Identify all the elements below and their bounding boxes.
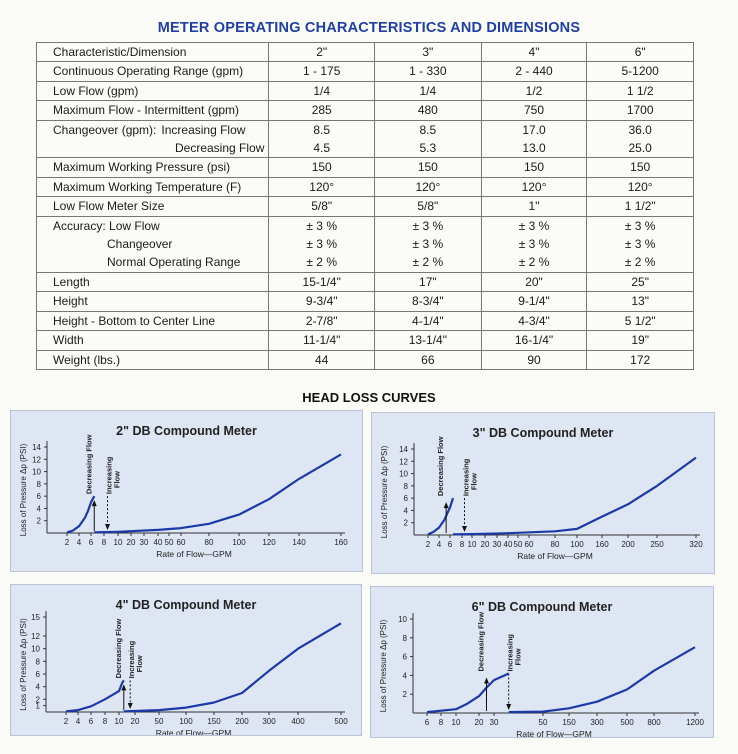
row-value: 1/2 [481, 81, 587, 100]
increasing-arrowhead [105, 524, 110, 530]
x-tick-label: 4 [75, 717, 81, 726]
row-value: 20" [481, 272, 587, 291]
table-row-accuracy [37, 253, 694, 272]
x-tick-label: 10 [114, 717, 124, 726]
row-label [37, 120, 269, 139]
y-tick-label: 10 [32, 467, 41, 477]
x-axis-label: Rate of Flow—GPM [517, 551, 593, 561]
series-line [94, 454, 341, 532]
row-label: Decreasing Flow [37, 139, 269, 158]
x-tick-label: 20 [130, 717, 140, 726]
row-label: Maximum Working Temperature (F) [37, 177, 269, 196]
row-value: ± 3 % [481, 235, 587, 253]
x-tick-label: 8 [459, 540, 465, 549]
row-value: 13.0 [481, 139, 587, 158]
row-value: 66 [375, 350, 482, 369]
row-value: 2 - 440 [481, 62, 587, 81]
row-value: 11-1/4" [269, 331, 375, 350]
x-tick-label: 30 [489, 718, 499, 727]
table-row [37, 350, 694, 369]
row-value: 150 [481, 158, 587, 177]
chart-3in [372, 413, 714, 573]
x-tick-label: 500 [334, 717, 348, 726]
y-tick-label: 10 [399, 469, 408, 479]
x-tick-label: 60 [524, 540, 534, 549]
table-header-row [37, 43, 694, 62]
row-value: ± 3 % [587, 235, 694, 253]
row-value: ± 2 % [481, 253, 587, 272]
row-value: 15-1/4" [269, 272, 375, 291]
header-size-cell: 4" [481, 43, 587, 62]
y-tick-label: 6 [402, 652, 407, 662]
y-tick-label: 4 [36, 504, 41, 514]
row-value: 120° [481, 177, 587, 196]
x-tick-label: 80 [550, 540, 560, 549]
table-row-accuracy [37, 216, 694, 235]
row-value: ± 3 % [587, 216, 694, 235]
increasing-flow-label-2: Flow [469, 473, 479, 491]
row-value: 13-1/4" [375, 331, 482, 350]
y-tick-label: 8 [36, 479, 41, 489]
row-value: 13" [587, 292, 694, 311]
row-value: 1/4 [375, 81, 482, 100]
y-tick-label: 2 [402, 690, 407, 700]
chart-4in [11, 585, 361, 735]
x-tick-label: 50 [154, 717, 164, 726]
x-tick-label: 100 [232, 538, 246, 547]
x-tick-label: 20 [126, 538, 136, 547]
x-tick-label: 6 [88, 717, 94, 726]
section-title: HEAD LOSS CURVES [302, 390, 436, 405]
x-tick-label: 2 [425, 540, 431, 549]
y-tick-label: 4 [403, 506, 408, 516]
row-value: 36.0 [587, 120, 694, 139]
chart-panel-3in [371, 412, 715, 574]
series-line [66, 680, 124, 711]
row-label: Width [37, 331, 269, 350]
increasing-flow-label: Increasing [104, 456, 114, 495]
x-tick-label: 4 [76, 538, 82, 547]
decreasing-arrowhead [444, 502, 449, 508]
increasing-arrowhead [462, 526, 467, 532]
row-value: 8.5 [375, 120, 482, 139]
decreasing-flow-label: Decreasing Flow [113, 618, 123, 679]
x-tick-label: 2 [64, 538, 70, 547]
chart-2in [11, 411, 362, 571]
row-label: Continuous Operating Range (gpm) [37, 62, 269, 81]
x-tick-label: 10 [113, 538, 123, 547]
chart-title: 3" DB Compound Meter [472, 426, 614, 440]
increasing-flow-label: Increasing [505, 634, 515, 672]
increasing-arrowhead [506, 704, 511, 710]
header-size-cell: 2" [269, 43, 375, 62]
header-size-cell: 6" [587, 43, 694, 62]
row-value: 17" [375, 272, 482, 291]
row-value: 4-3/4" [481, 311, 587, 330]
y-tick-label: 10 [398, 615, 407, 624]
row-value: ± 2 % [587, 253, 694, 272]
y-tick-label: 2 [36, 516, 41, 526]
y-axis-label: Loss of Pressure Δp (PSI) [380, 445, 389, 539]
y-tick-label: 6 [35, 670, 40, 679]
row-value: 9-3/4" [269, 292, 375, 311]
x-tick-label: 300 [262, 717, 276, 726]
row-value: 750 [481, 101, 587, 120]
row-value: 8-3/4" [375, 292, 482, 311]
table-row-accuracy [37, 235, 694, 253]
row-value: 5-1200 [587, 62, 694, 81]
x-tick-label: 4 [436, 540, 442, 549]
x-tick-label: 10 [451, 718, 461, 727]
row-value: 1 - 330 [375, 62, 482, 81]
increasing-flow-label-2: Flow [112, 471, 122, 489]
row-value: 285 [269, 101, 375, 120]
table-row [37, 62, 694, 81]
x-tick-label: 8 [438, 718, 444, 727]
chart-title: 6" DB Compound Meter [471, 600, 613, 614]
y-tick-label: 1 [35, 701, 40, 711]
chart-title: 4" DB Compound Meter [115, 598, 257, 612]
x-tick-label: 500 [620, 718, 634, 727]
row-value: 4-1/4" [375, 311, 482, 330]
x-tick-label: 200 [235, 717, 249, 726]
x-tick-label: 400 [291, 717, 305, 726]
y-tick-label: 14 [399, 445, 408, 454]
x-tick-label: 10 [467, 540, 477, 549]
y-tick-label: 6 [403, 494, 408, 504]
y-tick-label: 15 [31, 613, 40, 622]
row-label: Height [37, 292, 269, 311]
row-value: ± 3 % [481, 216, 587, 235]
row-value: 172 [587, 350, 694, 369]
table-row [37, 158, 694, 177]
x-tick-label: 150 [562, 718, 576, 727]
x-tick-label: 8 [102, 717, 108, 726]
row-value: 1" [481, 197, 587, 216]
y-tick-label: 12 [32, 455, 41, 465]
y-tick-label: 4 [35, 682, 40, 692]
x-tick-label: 6 [447, 540, 453, 549]
table-row [37, 272, 694, 291]
x-tick-label: 50 [538, 718, 548, 727]
x-tick-label: 150 [207, 717, 221, 726]
row-value: 1/4 [269, 81, 375, 100]
y-axis-label: Loss of Pressure Δp (PSI) [379, 619, 388, 713]
row-value: 120° [375, 177, 482, 196]
table-row [37, 177, 694, 196]
table-row-changeover-dec [37, 139, 694, 158]
x-tick-label: 30 [139, 538, 149, 547]
x-tick-label: 60 [176, 538, 186, 547]
x-tick-label: 200 [621, 540, 635, 549]
chart-6in [371, 587, 713, 737]
table-row [37, 101, 694, 120]
chart-title: 2" DB Compound Meter [116, 424, 257, 438]
y-axis-label: Loss of Pressure Δp (PSI) [19, 618, 28, 711]
x-axis-label: Rate of Flow—GPM [156, 549, 232, 559]
header-size-cell: 3" [375, 43, 482, 62]
increasing-flow-label: Increasing [127, 640, 137, 679]
chart-panel-2in [10, 410, 363, 572]
row-value: 5.3 [375, 139, 482, 158]
row-label: Accuracy: Low Flow [37, 216, 269, 235]
row-value: 480 [375, 101, 482, 120]
series-line [428, 498, 453, 534]
x-tick-label: 6 [424, 718, 430, 727]
x-tick-label: 30 [492, 540, 502, 549]
y-tick-label: 8 [403, 481, 408, 491]
page-title: METER OPERATING CHARACTERISTICS AND DIMENSIONS [157, 20, 581, 36]
row-label: Maximum Flow - Intermittent (gpm) [37, 101, 269, 120]
characteristics-table [36, 42, 694, 370]
row-value: 5/8" [375, 197, 482, 216]
header-label-cell: Characteristic/Dimension [37, 43, 269, 62]
row-value: 120° [587, 177, 694, 196]
row-label: Low Flow Meter Size [37, 197, 269, 216]
x-axis-label: Rate of Flow—GPM [516, 729, 592, 737]
y-tick-label: 2 [403, 518, 408, 528]
decreasing-arrowhead [484, 678, 489, 684]
row-value: ± 3 % [269, 216, 375, 235]
row-value: 2-7/8" [269, 311, 375, 330]
row-value: 90 [481, 350, 587, 369]
y-tick-label: 10 [31, 644, 40, 654]
table-row-changeover-inc [37, 120, 694, 139]
y-tick-label: 8 [402, 633, 407, 643]
row-label: Maximum Working Pressure (psi) [37, 158, 269, 177]
changeover-label: Changeover (gpm): [53, 122, 157, 137]
row-value: 19" [587, 331, 694, 350]
x-tick-label: 100 [570, 540, 584, 549]
row-value: 5 1/2" [587, 311, 694, 330]
x-tick-label: 160 [595, 540, 609, 549]
row-value: 5/8" [269, 197, 375, 216]
decreasing-flow-label: Decreasing Flow [436, 436, 446, 497]
row-label: Changeover [37, 235, 269, 253]
row-value: 1 1/2" [587, 197, 694, 216]
chart-panel-4in [10, 584, 362, 736]
row-label: Low Flow (gpm) [37, 81, 269, 100]
x-tick-label: 2 [63, 717, 69, 726]
y-tick-label: 8 [35, 657, 40, 667]
row-label: Weight (lbs.) [37, 350, 269, 369]
row-value: 1 1/2 [587, 81, 694, 100]
x-tick-label: 320 [689, 540, 703, 549]
row-value: 44 [269, 350, 375, 369]
x-tick-label: 40 [153, 538, 163, 547]
row-value: 9-1/4" [481, 292, 587, 311]
x-tick-label: 300 [590, 718, 604, 727]
decreasing-flow-label: Decreasing Flow [476, 611, 486, 672]
row-value: 1700 [587, 101, 694, 120]
series-line [427, 674, 509, 713]
row-label: Height - Bottom to Center Line [37, 311, 269, 330]
x-tick-label: 160 [334, 538, 348, 547]
row-value: ± 3 % [375, 235, 482, 253]
x-tick-label: 40 [503, 540, 513, 549]
y-tick-label: 2 [35, 695, 40, 705]
row-value: 25" [587, 272, 694, 291]
series-line [453, 458, 696, 535]
row-value: 17.0 [481, 120, 587, 139]
x-axis-label: Rate of Flow—GPM [155, 728, 232, 735]
row-value: 1 - 175 [269, 62, 375, 81]
increasing-arrowhead [128, 703, 133, 709]
x-tick-label: 250 [650, 540, 664, 549]
row-value: ± 2 % [269, 253, 375, 272]
row-value: 25.0 [587, 139, 694, 158]
row-value: 150 [587, 158, 694, 177]
row-value: 16-1/4" [481, 331, 587, 350]
row-value: 150 [269, 158, 375, 177]
x-tick-label: 800 [647, 718, 661, 727]
decreasing-flow-label: Decreasing Flow [84, 434, 94, 495]
y-axis-label: Loss of Pressure Δp (PSI) [19, 443, 28, 537]
y-tick-label: 14 [32, 443, 41, 452]
table-row [37, 81, 694, 100]
series-line [509, 647, 695, 712]
x-tick-label: 20 [474, 718, 484, 727]
x-tick-label: 120 [262, 538, 276, 547]
x-tick-label: 6 [88, 538, 94, 547]
y-tick-label: 12 [399, 457, 408, 467]
row-label: Length [37, 272, 269, 291]
y-tick-label: 6 [36, 492, 41, 502]
y-tick-label: 4 [402, 671, 407, 681]
row-value: 150 [375, 158, 482, 177]
row-value: ± 3 % [269, 235, 375, 253]
row-value: 120° [269, 177, 375, 196]
row-label: Normal Operating Range [37, 253, 269, 272]
row-value: ± 2 % [375, 253, 482, 272]
series-line [124, 623, 341, 711]
increasing-flow-label: Increasing [461, 458, 471, 497]
increasing-flow-label-2: Flow [513, 648, 523, 666]
x-tick-label: 1200 [686, 718, 704, 727]
chart-panel-6in [370, 586, 714, 738]
x-tick-label: 50 [164, 538, 174, 547]
x-tick-label: 8 [101, 538, 107, 547]
table-row [37, 331, 694, 350]
table-row [37, 197, 694, 216]
row-value: ± 3 % [375, 216, 482, 235]
table-row [37, 292, 694, 311]
x-tick-label: 20 [480, 540, 490, 549]
series-line [67, 496, 94, 532]
table-row [37, 311, 694, 330]
y-tick-label: 12 [31, 632, 40, 641]
row-value: 4.5 [269, 139, 375, 158]
x-tick-label: 50 [513, 540, 523, 549]
increasing-flow-label: Increasing Flow [161, 122, 246, 137]
x-tick-label: 140 [292, 538, 306, 547]
row-value: 8.5 [269, 120, 375, 139]
increasing-flow-label-2: Flow [135, 655, 145, 673]
x-tick-label: 80 [204, 538, 214, 547]
x-tick-label: 100 [179, 717, 193, 726]
